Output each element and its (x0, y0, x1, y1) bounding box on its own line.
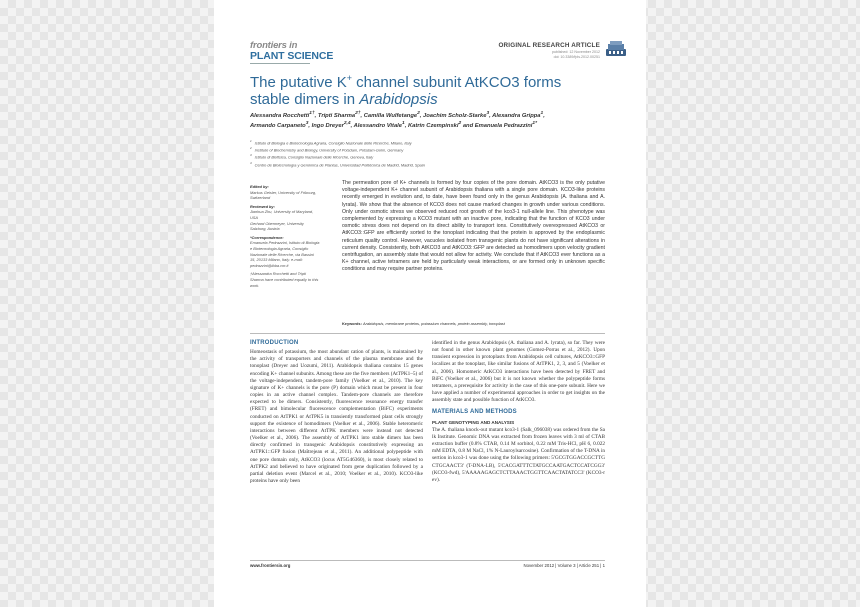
author-sup: 1 (540, 111, 544, 116)
author-list (250, 110, 570, 131)
abstract: The permeation pore of K+ channels is formed by four copies of the pore domain. AtKCO3 is the only putative voltage-independent K+ channel subunit of Arabidopsis thaliana with a single pore domain. KCO3-like proteins recently emerged in evolution and, to date, have been found only in the genus Arabidopsis (A. thaliana and A. lyrata). We show that the absence of KCO3 does not cause marked changes in growth under various conditions. Only under osmotic stress we observed reduced root growth of the kco3-1 null-allele line. This phenotype was complemented by expressing a KCO3 mutant with an inactive pore, indicating that the function of KCO3 under osmotic stress does not depend on its direct ability to transport ions. Constitutively overexpressed AtKCO3 or AtKCO3::GFP are efficiently sorted to the tonoplast indicating that the protein is approved by the endoplasmic reticulum quality control. However, vacuoles isolated from transgenic plants do not have significant alterations in current density. Consistently, both AtKCO3 and AtKCO3::GFP are detected as homodimers upon velocity gradient centrifugation, an assembly state that would not allow for activity. We conclude that if AtKCO3 ever functions as a K+ channel, active tetramers are held by particularly weak interactions, or are formed only in unknown specific conditions and may require partner proteins. (342, 180, 605, 273)
author-sup: 3 (305, 121, 309, 127)
reviewer[interactable]: Jianhua Zhu, University of Maryland, USA (250, 209, 314, 220)
journal-logo[interactable] (250, 41, 333, 64)
author[interactable]: , Tripti Sharma (314, 112, 356, 119)
corresponding-mark: * (535, 121, 537, 127)
logo-rule (250, 63, 310, 64)
affiliation-number: 1 (250, 139, 252, 143)
affiliation (250, 161, 580, 168)
edited-by-heading: Edited by: (250, 184, 269, 189)
affiliation-number: 3 (250, 153, 252, 158)
author[interactable]: , Ingo Dreyer (308, 123, 344, 130)
methods-subheading: PLANT GENOTYPING AND ANALYSIS (432, 419, 515, 425)
affiliation (250, 146, 580, 153)
title-superscript: + (346, 73, 352, 83)
article-page (214, 0, 646, 607)
affiliation-number: 4 (250, 160, 252, 165)
keywords-label: Keywords: (342, 321, 362, 326)
reviewed-by-heading: Reviewed by: (250, 203, 275, 209)
introduction-text: Homeostasis of potassium, the most abundant cation of plants, is maintained by the activity of transporters and channels of the plasma membrane and the tonoplast (Dreyer and Uozumi, 2011). Arabidopsis thaliana contains 15 genes encoding K+ channel subunits. Among these are the five members (AtTPK1–5) of the voltage-independent, tandem-pore family (Voelker et al., 2010). The key signature of K+ channels is the pore (P) domain which must be present in four copies in an active channel complex. Tandem-pore channels are therefore expected to be dimers. Consistently, fluorescence resonance energy transfer (FRET) and bimolecular fluorescence complementation (BiFC) experiments conducted on AtTPK1 or AtTPK5 in transiently transformed plant cells strongly support the existence of homodimers (Voelker et al., 2006). Stable heteromeric interactions between different AtTPK members were instead not detected (Voelker et al., 2006). The assembly of AtTPK1 into stable dimers has been directly confirmed in transgenic Arabidopsis constitutively expressing an AtTPK1::GFP fusion (Maîtrejean et al., 2011). An additional polypeptide with one pore domain only, AtKCO3 (locus AT5G46360), is most closely related to AtTPK2 and believed to have originated from gene duplication followed by a partial deletion event (Marcel et al., 2010; Voelker et al., 2010). KCO3-like proteins have only been (250, 349, 423, 484)
affiliation (250, 153, 580, 160)
footer-info: November 2012 | Volume 3 | Article 251 | 1 (523, 563, 605, 568)
correspondence-heading: *Correspondence: (250, 234, 284, 240)
footer-url[interactable]: www.frontiersin.org (250, 563, 291, 568)
open-access-logo-icon (604, 40, 628, 58)
article-title (250, 70, 590, 108)
title-part2: channel subunit AtKCO3 forms stable dimers in (250, 74, 562, 108)
author[interactable]: , Katrin Czempinski (404, 123, 459, 130)
keywords (342, 321, 605, 326)
equal-contribution-note: †Alessandra Rocchetti and Tripti Sharma have contributed equally to this work. (250, 271, 319, 288)
affiliation-text: Istituto di Biologia e Biotecnologia Agraria, Consiglio Nazionale delle Ricerche, Milano, Italy (254, 140, 412, 146)
author-sup: 1 (532, 121, 536, 127)
correspondence: Emanuela Pedrazzini, Istituto di Biologia e Biotecnologia Agraria, Consiglio Nazionale delle Ricerche, via Bassini 15, 20133 Milano, Italy. e-mail: pedrazzini@ibba.cnr.it (250, 240, 320, 268)
published-date: published: 12 November 2012 (552, 50, 600, 54)
article-type: ORIGINAL RESEARCH ARTICLE (498, 42, 600, 49)
affiliation-text: Institute of Biochemistry and Biology, University of Potsdam, Potsdam-Golm, Germany (254, 147, 404, 153)
author[interactable]: , Alexandra Grippa (489, 112, 541, 119)
author-sup: 2† (355, 111, 361, 116)
author-sup: 1 (402, 121, 405, 127)
keywords-list: Arabidopsis, membrane proteins, potassium channels, protein assembly, tonoplast (362, 321, 505, 326)
affiliation-text: Centro de Biotecnología y Genómica de Plantas, Universidad Politécnica de Madrid, Madrid, Spain (254, 161, 425, 167)
author[interactable]: , Armando Carpaneto (250, 112, 545, 130)
author[interactable]: , Camilla Wulfetange (360, 112, 418, 119)
title-part1: The putative K (250, 74, 347, 91)
introduction-heading: INTRODUCTION (250, 340, 299, 346)
section-divider (250, 333, 605, 334)
doi-link[interactable]: doi: 10.3389/fpls.2012.00251 (553, 55, 600, 60)
reviewer[interactable]: Gerhard Obermeyer, University Salzburg, Austria (250, 220, 304, 232)
publication-info (552, 50, 600, 60)
left-column (250, 340, 423, 485)
right-column (432, 340, 605, 484)
journal-logo-line2: PLANT SCIENCE (250, 49, 334, 62)
author[interactable]: , Joachim Scholz-Starke (419, 112, 487, 119)
author[interactable]: and Emanuela Pedrazzini (461, 123, 533, 130)
author-sup: 3 (486, 111, 490, 116)
methods-text: The A. thaliana knock-out mutant kco3-1 (Salk_096038) was ordered from the Salk Institute. Genomic DNA was extracted from frozen leaves with 3 ml of CTAB extraction buffer (0.8% CTAB, 0.14 M sorbitol, 0.22 mM Tris-HCl, pH 6, 0.022 mM EDTA, 0.8 M NaCl, 1% N-Lauroylsarcosine). Confirmation of the T-DNA insertion in kco3-1 was done using the following primers: 5'GCGTGGACCGCTTGCTGCAACT3' (T-DNA-LB), 5'CACGATTTCTATGCCAATGACTCCATCGG3' (KCO3-fwd), 5'AAAAAGAGCTCTTAAACTGGTTCAACTATATCC3' (KCO3-rev). (432, 426, 605, 483)
author-sup: 2 (417, 111, 420, 116)
author[interactable]: Alessandra Rocchetti (250, 112, 310, 119)
affiliations (250, 139, 580, 168)
methods-heading: MATERIALS AND METHODS (432, 409, 517, 416)
title-italic: Arabidopsis (359, 91, 438, 108)
introduction-continued-text: identified in the genus Arabidopsis (A. thaliana and A. lyrata), so far. They were not found in other known plant genomes (Gomez-Porras et al., 2012). Upon transient expression in protoplasts from Arabidopsis cell cultures, AtKCO3::GFP localizes at the tonoplast, like similar fusions of AtTPK1, 2, 3, and 5 (Voelker et al., 2006). Homomeric AtKCO3 interactions have been detected by FRET and BiFC (Voelker et al., 2006) but it is not known whether the polypeptide forms tetramers, a prerequisite for activity in the case of this one-pore subunit. Here we have applied a number of experimental approaches in order to get insights on the assembly state and possible function of AtKCO3. (432, 340, 605, 404)
journal-logo-line1: frontiers in (250, 40, 298, 51)
author-sup: 1† (309, 111, 315, 116)
affiliation-text: Istituto di Biofisica, Consiglio Nazionale delle Ricerche, Genova, Italy (254, 154, 374, 160)
affiliation-number: 2 (250, 146, 252, 151)
author-sup: 2 (458, 121, 462, 127)
author-sup: 2,4 (343, 121, 351, 127)
editor[interactable]: Markus Geisler, University of Fribourg, Switzerland (250, 189, 317, 201)
footer-divider (250, 560, 605, 561)
affiliation (250, 139, 580, 146)
editorial-sidebar (250, 181, 320, 288)
author[interactable]: , Alessandro Vitale (350, 123, 403, 130)
